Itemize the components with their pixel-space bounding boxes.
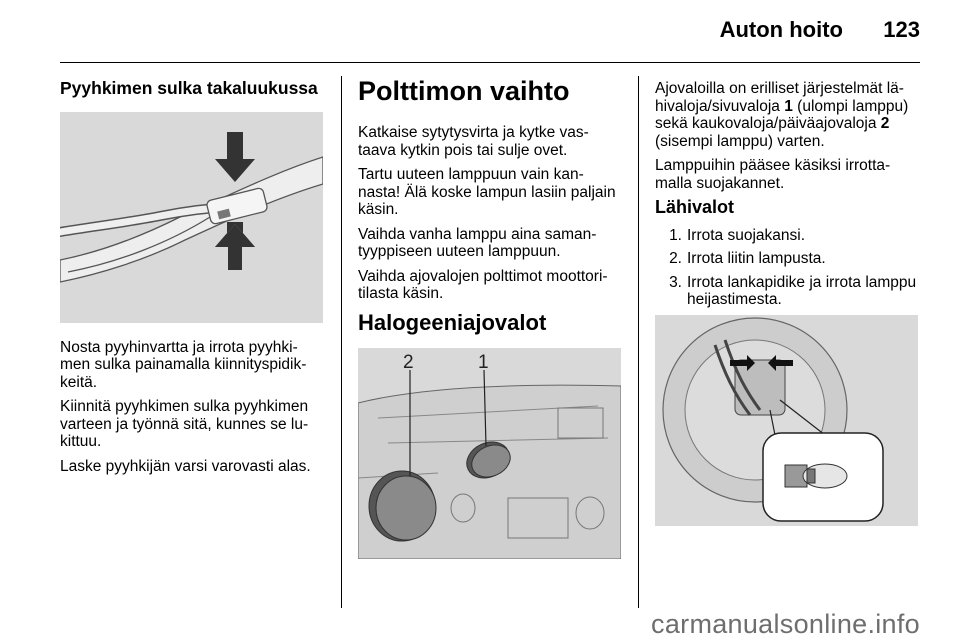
paragraph: Nosta pyyhinvartta ja irrota pyyhki-men sulka painamalla kiinnityspidik-keitä. [60, 338, 307, 391]
paragraph: Vaihda ajovalojen polttimot moottori-tilasta käsin. [358, 267, 608, 302]
paragraph: Tartu uuteen lamppuun vain kan-nasta! Älä koske lampun lasiin paljain käsin. [358, 166, 616, 218]
paragraph: Lamppuihin pääsee käsiksi irrotta-malla suojakannet. [655, 157, 891, 192]
paragraph: Katkaise sytytysvirta ja kytke vas-taava kytkin pois tai sulje ovet. [358, 124, 589, 159]
figure-label: 2 [403, 351, 414, 373]
middle-column [358, 76, 624, 559]
watermark: carmanualsonline.info [651, 609, 920, 639]
steps-list [655, 227, 921, 309]
low-beam-heading: Lähivalot [655, 197, 735, 217]
paragraph: Kiinnitä pyyhkimen sulka pyyhkimen varteen ja työnnä sitä, kunnes se lu-kittuu. [60, 398, 309, 450]
headlight-covers-illustration [358, 348, 621, 559]
bulb-removal-illustration [655, 315, 918, 526]
list-item: 2. Irrota liitin lampusta. [669, 250, 826, 267]
bulb-replacement-title: Polttimon vaihto [358, 76, 570, 106]
page-number: 123 [883, 17, 920, 42]
figure-label: 1 [478, 351, 489, 373]
list-item: 1. Irrota suojakansi. [669, 226, 806, 244]
column-divider [638, 76, 639, 608]
list-item: 3. Irrota lankapidike ja irrota lamppu heijastimesta. [669, 273, 917, 308]
paragraph: Vaihda vanha lamppu aina saman-tyyppiseen uuteen lamppuun. [358, 225, 597, 260]
column-divider [341, 76, 342, 608]
wiper-section-heading: Pyyhkimen sulka takaluukussa [60, 78, 318, 98]
halogen-headlights-heading: Halogeeniajovalot [358, 309, 547, 335]
paragraph: Laske pyyhkijän varsi varovasti alas. [60, 457, 311, 475]
chapter-title: Auton hoito [719, 17, 843, 42]
header-rule [60, 62, 920, 63]
right-column [655, 80, 921, 526]
left-column [60, 80, 326, 482]
paragraph: Ajovaloilla on erilliset järjestelmät lä-hivaloja/sivuvaloja 1 (ulompi lamppu) sekä kaukovaloja/päiväajovaloja 2 (sisempi lamppu) varten. [655, 80, 909, 150]
wiper-blade-illustration [60, 112, 323, 323]
